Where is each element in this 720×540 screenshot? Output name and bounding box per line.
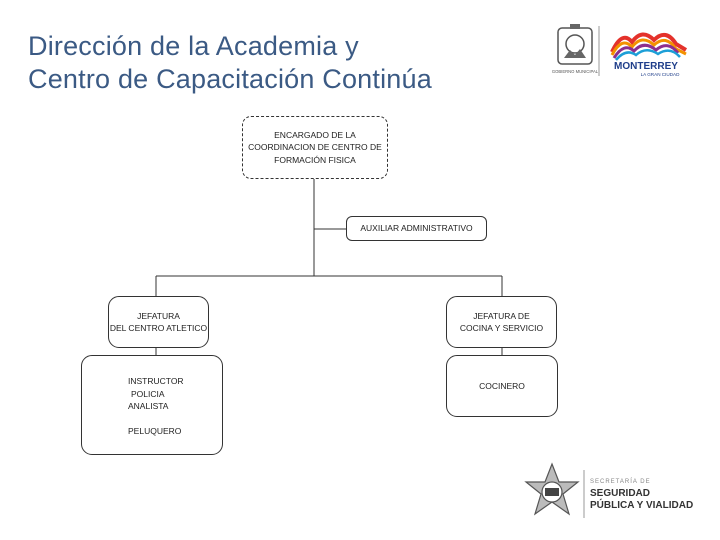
monterrey-tagline: LA GRAN CIUDAD <box>640 72 680 77</box>
seguridad-line-3: PÚBLICA Y VIALIDAD <box>590 500 694 511</box>
org-box-encargado: ENCARGADO DE LA COORDINACION DE CENTRO DE FORMACIÓN FISICA <box>242 116 388 179</box>
page-title-line-1: Dirección de la Academia y <box>28 31 359 61</box>
org-box-atletico-staff <box>81 355 223 455</box>
page-title-line-2: Centro de Capacitación Continúa <box>28 64 432 94</box>
org-box-jefatura-cocina: JEFATURA DE COCINA Y SERVICIO <box>446 296 557 348</box>
seal-caption: GOBIERNO MUNICIPAL <box>551 69 599 74</box>
org-box-jefatura-atletico: JEFATURA DEL CENTRO ATLETICO <box>108 296 209 348</box>
staff-instructor: INSTRUCTOR <box>128 376 184 386</box>
staff-peluquero: PELUQUERO <box>128 425 182 436</box>
police-star-icon <box>526 464 578 514</box>
staff-policia: POLICIA <box>131 388 165 399</box>
seguridad-logo <box>520 462 710 524</box>
seguridad-line-1: SECRETARÍA DE <box>590 479 651 485</box>
staff-analista: ANALISTA <box>128 401 169 411</box>
monterrey-wordmark: MONTERREY <box>614 61 678 72</box>
org-box-auxiliar: AUXILIAR ADMINISTRATIVO <box>346 216 487 241</box>
seguridad-line-2: SEGURIDAD <box>590 488 651 499</box>
org-box-cocinero: COCINERO <box>446 355 558 417</box>
